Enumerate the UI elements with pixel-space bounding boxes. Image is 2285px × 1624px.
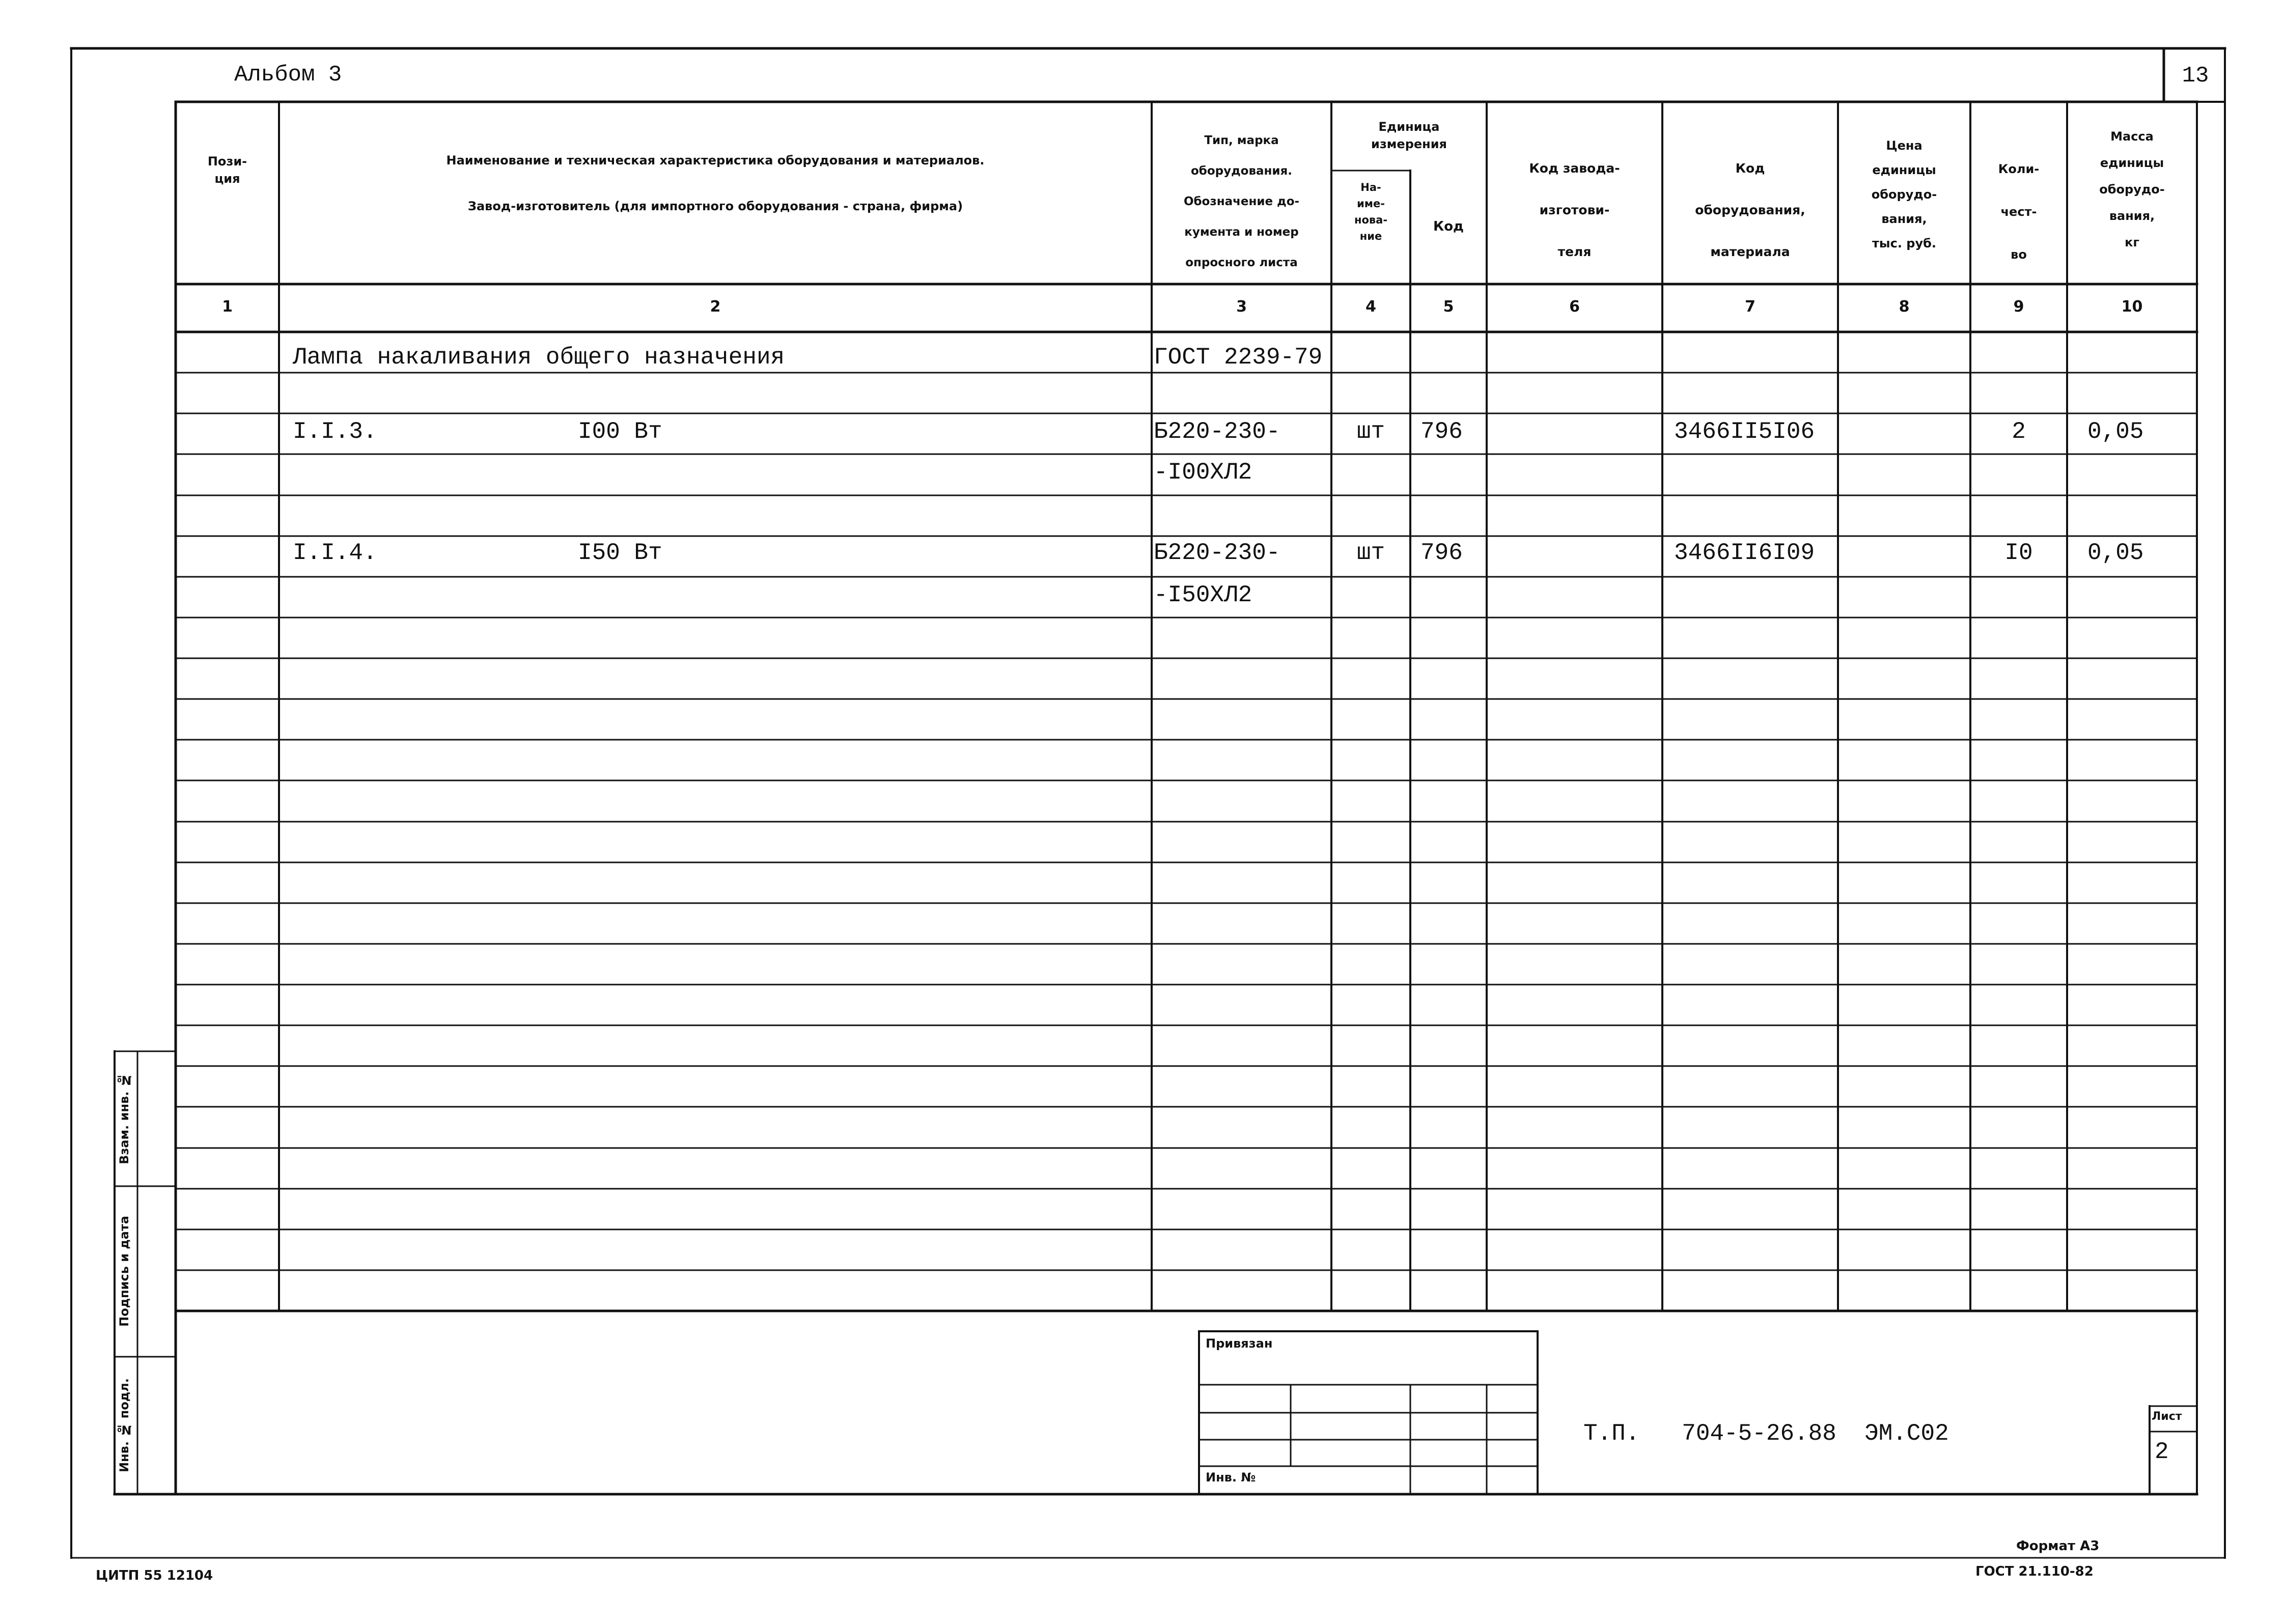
sheet-corner-number: 13 (2182, 63, 2209, 89)
item-position-1: I.I.3. (293, 418, 377, 445)
colnum-5: 5 (1443, 298, 1454, 316)
header-equipment-code: Код оборудования, материала (1695, 161, 1805, 259)
item-code-2: 3466II6I09 (1674, 540, 1815, 566)
item-unit-2: шт (1356, 540, 1385, 566)
colnum-10: 10 (2121, 298, 2143, 316)
colnum-8: 8 (1899, 298, 1910, 316)
colnum-3: 3 (1236, 298, 1247, 316)
item-quantity-2: I0 (2004, 540, 2033, 566)
header-name-line1: Наименование и техническая характеристика оборудования и материалов. (446, 153, 985, 167)
item-power-1: I00 Вт (578, 418, 662, 445)
colnum-9: 9 (2013, 298, 2024, 316)
colnum-7: 7 (1745, 298, 1755, 316)
item-mass-2: 0,05 (2087, 540, 2144, 566)
side-label-replacement-inv: Взам. инв. № (117, 1073, 131, 1165)
item-type-2: Б220-230- (1154, 540, 1280, 566)
footer-registry: ЦИТП 55 12104 (96, 1568, 213, 1583)
item-type-1: Б220-230- (1154, 418, 1280, 445)
item-unit-code-1: 796 (1420, 418, 1463, 445)
item-mass-1: 0,05 (2087, 418, 2144, 445)
item-unit-1: шт (1356, 418, 1385, 445)
item-group-standard: ГОСТ 2239-79 (1154, 344, 1323, 371)
colnum-4: 4 (1366, 298, 1376, 316)
album-title: Альбом 3 (234, 62, 342, 88)
colnum-6: 6 (1569, 298, 1580, 316)
footer-gost: ГОСТ 21.110-82 (1975, 1564, 2094, 1579)
side-label-signature-date: Подпись и дата (117, 1216, 131, 1327)
item-unit-code-2: 796 (1420, 540, 1463, 566)
header-mass: Масса единицы оборудо- вания, кг (2099, 129, 2165, 249)
footer-format: Формат А3 (2016, 1538, 2100, 1554)
item-position-2: I.I.4. (293, 540, 377, 566)
stamp-bound-label: Привязан (1206, 1336, 1273, 1351)
header-unit-name: На- име- нова- ние (1354, 181, 1388, 242)
item-code-1: 3466II5I06 (1674, 418, 1815, 445)
header-name-line2: Завод-изготовитель (для импортного оборудования - страна, фирма) (467, 199, 963, 213)
sheet-number: 2 (2155, 1439, 2169, 1465)
colnum-1: 1 (222, 298, 233, 316)
header-unit-group-label: Единица измерения (1371, 120, 1447, 151)
stamp-inventory-label: Инв. № (1206, 1470, 1256, 1485)
item-power-2: I50 Вт (578, 540, 662, 566)
header-type: Тип, марка оборудования. Обозначение до- кумента и номер опросного листа (1183, 134, 1300, 269)
item-type-2-cont: -I50ХЛ2 (1154, 582, 1252, 608)
header-factory-code: Код завода- изготови- теля (1529, 161, 1620, 259)
item-quantity-1: 2 (2012, 418, 2026, 445)
header-quantity: Коли- чест- во (1998, 162, 2040, 262)
header-price: Цена единицы оборудо- вания, тыс. руб. (1871, 138, 1937, 250)
header-unit-code: Код (1433, 219, 1464, 234)
colnum-2: 2 (710, 298, 721, 316)
item-group-name: Лампа накаливания общего назначения (293, 344, 785, 371)
sheet-label: Лист (2152, 1410, 2182, 1423)
document-designation: Т.П. 704-5-26.88 ЭМ.С02 (1583, 1420, 1949, 1447)
header-position: Пози- ция (207, 154, 247, 186)
item-type-1-cont: -I00ХЛ2 (1154, 459, 1252, 486)
side-label-original-inv: Инв. № подл. (117, 1378, 131, 1473)
